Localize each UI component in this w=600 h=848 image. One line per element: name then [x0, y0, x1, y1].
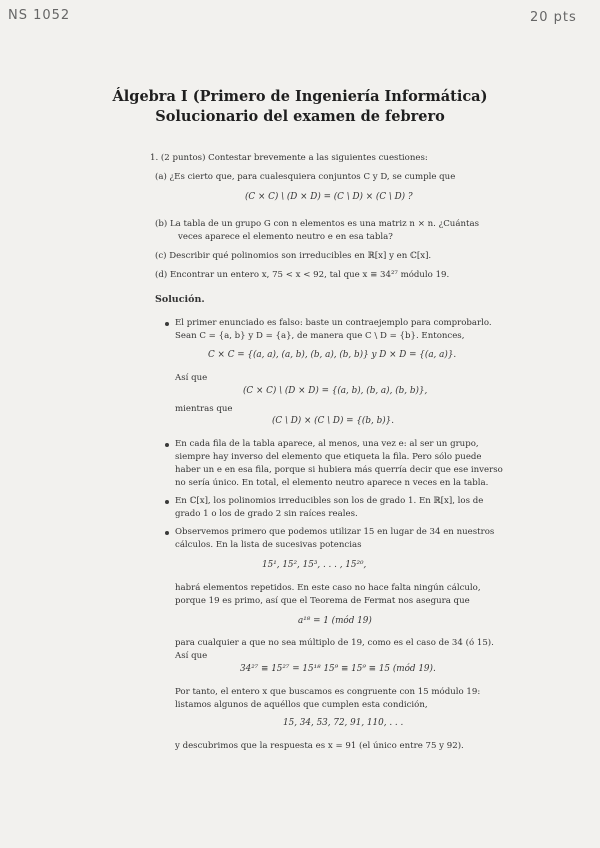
- solution-a-line2: Sean C = {a, b} y D = {a}, de manera que C \ D = {b}. Entonces,: [175, 331, 465, 341]
- solution-d-line6: Así que: [175, 651, 208, 661]
- page-subtitle: Solucionario del examen de febrero: [155, 108, 445, 125]
- solution-d-line3: habrá elementos repetidos. En este caso no hace falta ningún cálculo,: [175, 583, 481, 593]
- solution-d-line8: listamos algunos de aquéllos que cumplen esta condición,: [175, 700, 428, 710]
- bullet-a: [165, 322, 169, 326]
- question-a-equation: (C × C) \ (D × D) = (C \ D) × (C \ D) ?: [245, 192, 413, 202]
- solution-d-line7: Por tanto, el entero x que buscamos es congruente con 15 módulo 19:: [175, 687, 481, 697]
- solution-d-line2: cálculos. En la lista de sucesivas potencias: [175, 540, 362, 550]
- solution-a-asi: Así que: [175, 373, 208, 383]
- bullet-b: [165, 443, 169, 447]
- solution-d-line5: para cualquier a que no sea múltiplo de 19, como es el caso de 34 (ó 15).: [175, 638, 494, 648]
- handwritten-code: NS 1052: [8, 8, 71, 23]
- question-intro: 1. (2 puntos) Contestar brevemente a las siguientes cuestiones:: [150, 153, 428, 163]
- bullet-c: [165, 500, 169, 504]
- solution-b-line3: haber un e en esa fila, porque si hubiera más querría decir que ese inverso: [175, 465, 503, 475]
- solution-b-line2: siempre hay inverso del elemento que etiqueta la fila. Pero sólo puede: [175, 452, 482, 462]
- solution-c-line1: En ℂ[x], los polinomios irreducibles son los de grado 1. En ℝ[x], los de: [175, 496, 484, 506]
- solution-d-eq1: 15¹, 15², 15³, . . . , 15²⁰,: [262, 560, 367, 570]
- solution-d-line1: Observemos primero que podemos utilizar 15 en lugar de 34 en nuestros: [175, 527, 495, 537]
- question-b-line1: (b) La tabla de un grupo G con n elementos es una matriz n × n. ¿Cuántas: [155, 219, 479, 229]
- question-c-text: (c) Describir qué polinomios son irreducibles en ℝ[x] y en ℂ[x].: [155, 251, 432, 261]
- bullet-d: [165, 531, 169, 535]
- solution-a-mientras: mientras que: [175, 404, 233, 414]
- solution-c-line2: grado 1 o los de grado 2 sin raíces reales.: [175, 509, 358, 519]
- solution-a-eq3: (C \ D) × (C \ D) = {(b, b)}.: [272, 416, 395, 426]
- solution-a-line1: El primer enunciado es falso: baste un contraejemplo para comprobarlo.: [175, 318, 492, 328]
- solution-b-line4: no sería único. En total, el elemento neutro aparece n veces en la tabla.: [175, 478, 489, 488]
- solution-d-eq4: 15, 34, 53, 72, 91, 110, . . .: [283, 718, 404, 728]
- question-b-line2: veces aparece el elemento neutro e en esa tabla?: [178, 232, 393, 242]
- handwritten-points: 20 pts: [530, 10, 577, 25]
- solution-heading: Solución.: [155, 294, 205, 305]
- solution-a-eq1: C × C = {(a, a), (a, b), (b, a), (b, b)} y D × D = {(a, a)}.: [208, 350, 457, 360]
- page-title: Álgebra I (Primero de Ingeniería Informática): [112, 88, 488, 105]
- question-d-text: (d) Encontrar un entero x, 75 < x < 92, tal que x ≡ 34²⁷ módulo 19.: [155, 270, 450, 280]
- solution-d-line9: y descubrimos que la respuesta es x = 91 (el único entre 75 y 92).: [175, 741, 464, 751]
- solution-d-eq2: a¹⁸ = 1 (mód 19): [298, 616, 372, 626]
- solution-a-eq2: (C × C) \ (D × D) = {(a, b), (b, a), (b, b)},: [243, 386, 428, 396]
- solution-d-line4: porque 19 es primo, así que el Teorema de Fermat nos asegura que: [175, 596, 470, 606]
- question-a-text: (a) ¿Es cierto que, para cualesquiera conjuntos C y D, se cumple que: [155, 172, 456, 182]
- solution-d-eq3: 34²⁷ ≡ 15²⁷ = 15¹⁸ 15⁹ ≡ 15⁹ ≡ 15 (mód 19).: [240, 664, 436, 674]
- solution-b-line1: En cada fila de la tabla aparece, al menos, una vez e: al ser un grupo,: [175, 439, 479, 449]
